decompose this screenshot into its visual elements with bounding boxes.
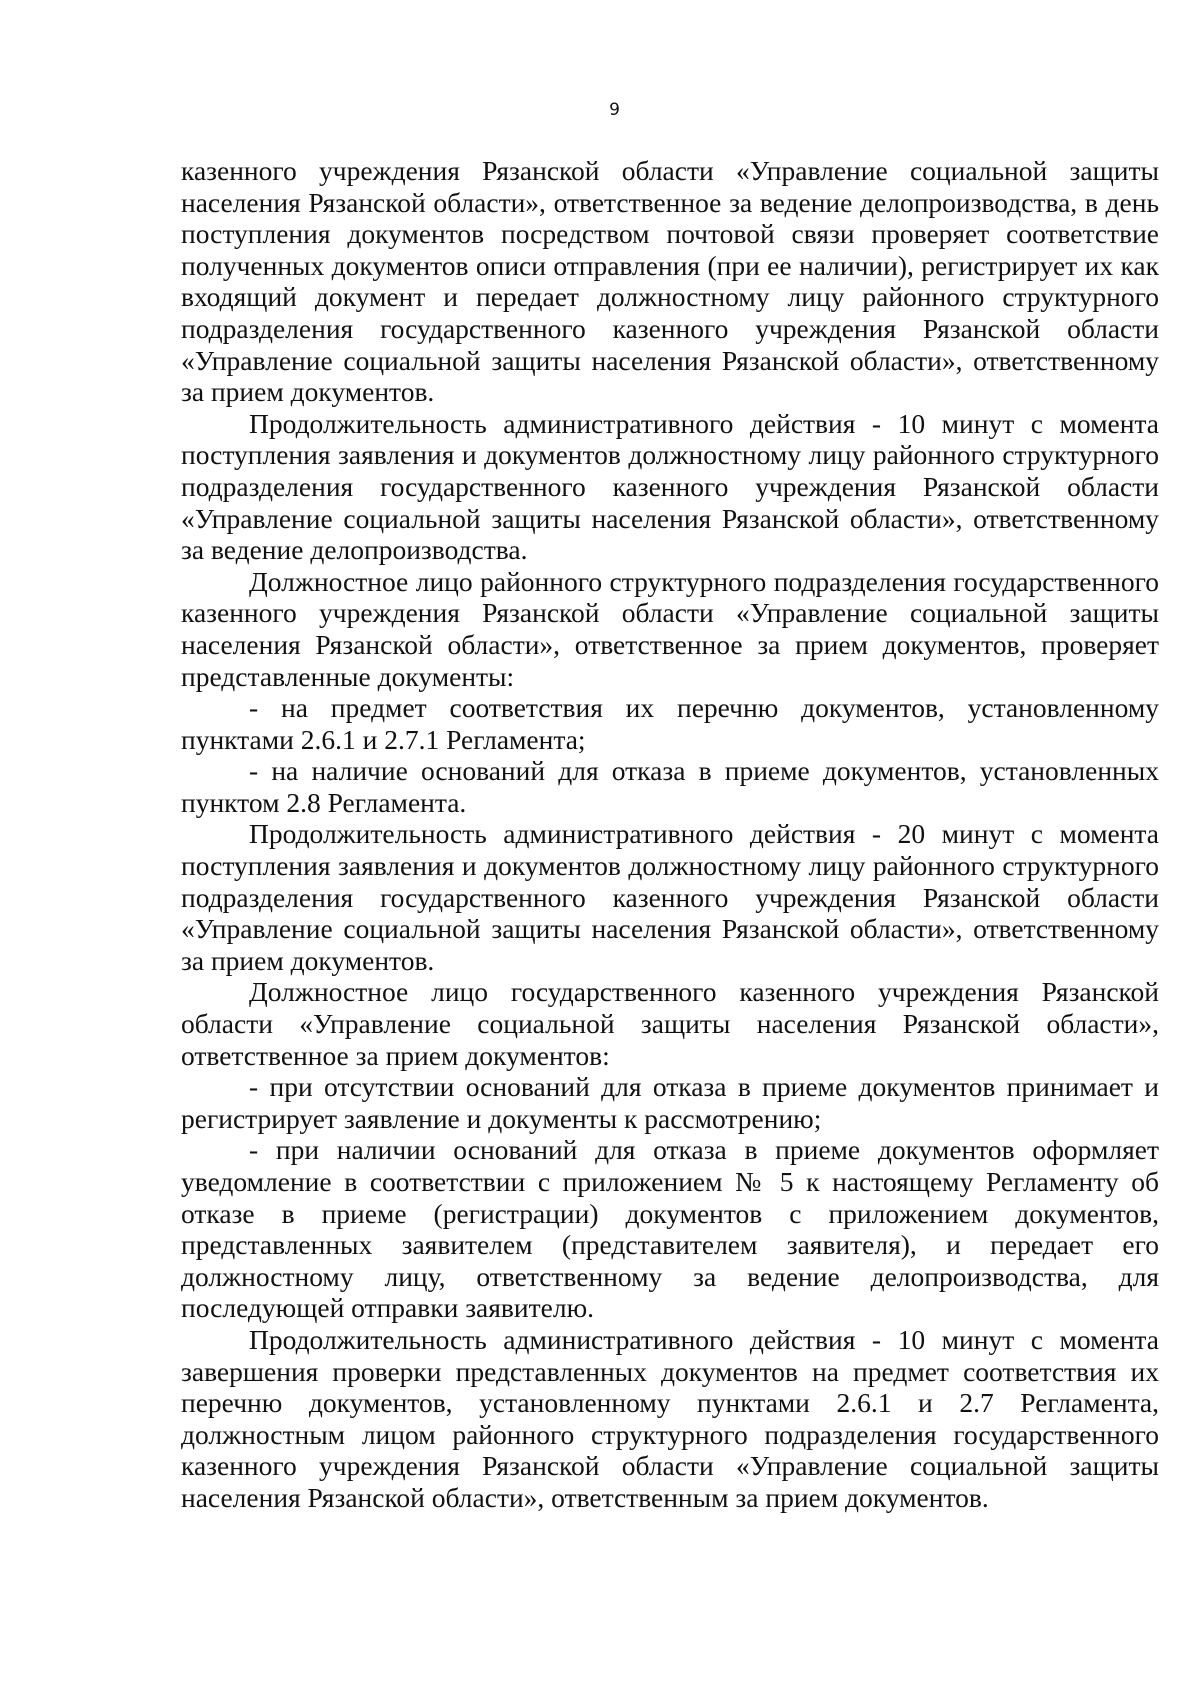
paragraph-official-actions: Должностное лицо государственного казенного учреждения Рязанской области «Управление социальной защиты населения Рязанской области», ответственное за прием документов:: [181, 976, 1159, 1071]
list-item-refuse: - при наличии оснований для отказа в приеме документов оформляет уведомление в соответствии с приложением № 5 к настоящему Регламенту об отказе в приеме (регистрации) документов с приложением документов, представленных заявителем (представителем заявителя), и передает его должностному лицу, ответственному за ведение делопроизводства, для последующей отправки заявителю.: [181, 1134, 1159, 1324]
list-item-check-grounds: - на наличие оснований для отказа в приеме документов, установленных пунктом 2.8 Регламента.: [181, 755, 1159, 818]
page-number: 9: [609, 100, 620, 120]
paragraph-duration-decision: Продолжительность административного действия - 10 минут с момента завершения проверки представленных документов на предмет соответствия их перечню документов, установленному пунктами 2.6.1 и 2.7 Регламента, должностным лицом районного структурного подразделения государственного казенного учреждения Рязанской области «Управление социальной защиты населения Рязанской области», ответственным за прием документов.: [181, 1323, 1159, 1513]
document-body: [181, 155, 1159, 1514]
paragraph-continuation: казенного учреждения Рязанской области «Управление социальной защиты населения Рязанской области», ответственное за ведение делопроизводства, в день поступления документов посредством почтовой связи проверяет соответствие полученных документов описи отправления (при ее наличии), регистрирует их как входящий документ и передает должностному лицу районного структурного подразделения государственного казенного учреждения Рязанской области «Управление социальной защиты населения Рязанской области», ответственному за прием документов.: [181, 155, 1159, 408]
paragraph-duration-check: Продолжительность административного действия - 20 минут с момента поступления заявления и документов должностному лицу районного структурного подразделения государственного казенного учреждения Рязанской области «Управление социальной защиты населения Рязанской области», ответственному за прием документов.: [181, 818, 1159, 976]
paragraph-duration-registration: Продолжительность административного действия - 10 минут с момента поступления заявления и документов должностному лицу районного структурного подразделения государственного казенного учреждения Рязанской области «Управление социальной защиты населения Рязанской области», ответственному за ведение делопроизводства.: [181, 407, 1159, 566]
paragraph-official-checks: Должностное лицо районного структурного подразделения государственного казенного учреждения Рязанской области «Управление социальной защиты населения Рязанской области», ответственное за прием документов, проверяет представленные документы:: [181, 565, 1159, 692]
list-item-accept: - при отсутствии оснований для отказа в приеме документов принимает и регистрирует заявление и документы к рассмотрению;: [181, 1071, 1159, 1134]
list-item-check-list: - на предмет соответствия их перечню документов, установленному пунктами 2.6.1 и 2.7.1 Регламента;: [181, 692, 1159, 755]
